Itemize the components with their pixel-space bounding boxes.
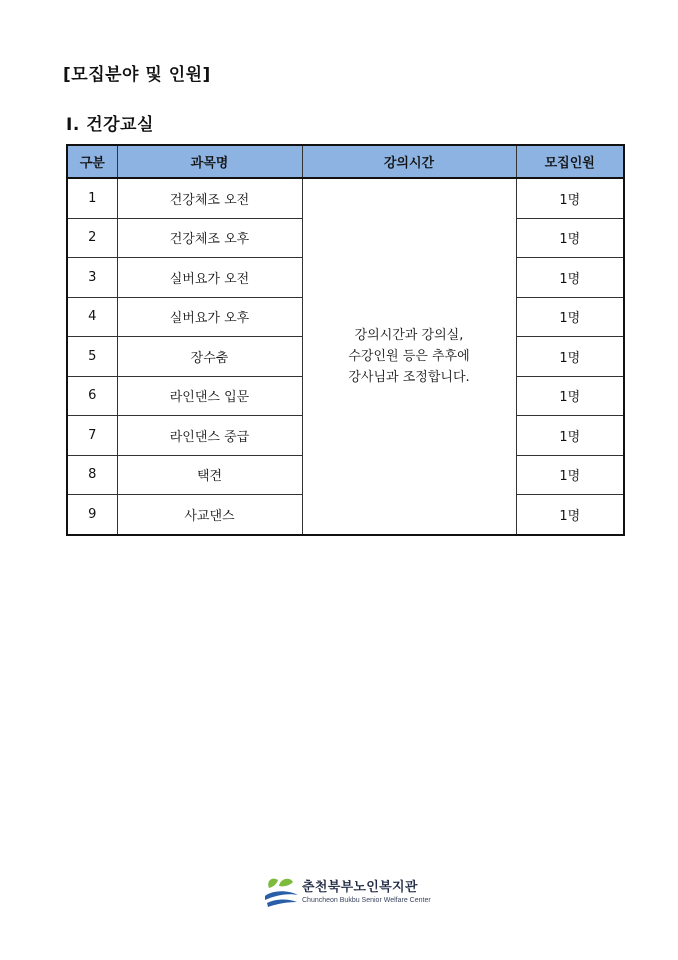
- header-recruit: 모집인원: [516, 145, 624, 178]
- row-no: 5: [67, 337, 117, 377]
- row-course: 건강체조 오전: [117, 178, 302, 218]
- row-recruit: 1명: [516, 455, 624, 495]
- table-row: [67, 178, 624, 218]
- section-title: Ⅰ. 건강교실: [66, 115, 154, 135]
- row-no: 2: [67, 218, 117, 258]
- row-recruit: 1명: [516, 337, 624, 377]
- row-course: 장수춤: [117, 337, 302, 377]
- welfare-center-logo-icon: [262, 874, 300, 910]
- row-recruit: 1명: [516, 178, 624, 218]
- row-recruit: 1명: [516, 376, 624, 416]
- row-no: 1: [67, 178, 117, 218]
- row-no: 9: [67, 495, 117, 535]
- row-recruit: 1명: [516, 218, 624, 258]
- logo-korean-name: 춘천북부노인복지관: [302, 879, 418, 895]
- row-course: 라인댄스 중급: [117, 416, 302, 456]
- row-recruit: 1명: [516, 297, 624, 337]
- table-header-row: [67, 145, 624, 178]
- row-no: 6: [67, 376, 117, 416]
- row-recruit: 1명: [516, 416, 624, 456]
- header-course: 과목명: [117, 145, 302, 178]
- row-course: 라인댄스 입문: [117, 376, 302, 416]
- row-recruit: 1명: [516, 258, 624, 298]
- row-no: 4: [67, 297, 117, 337]
- row-course: 건강체조 오후: [117, 218, 302, 258]
- schedule-note-cell: [302, 178, 516, 535]
- row-course: 택견: [117, 455, 302, 495]
- row-course: 사교댄스: [117, 495, 302, 535]
- row-no: 7: [67, 416, 117, 456]
- header-schedule: 강의시간: [302, 145, 516, 178]
- row-recruit: 1명: [516, 495, 624, 535]
- recruitment-table: [66, 144, 625, 536]
- schedule-note-line: 강사님과 조정합니다.: [348, 369, 470, 385]
- row-course: 실버요가 오후: [117, 297, 302, 337]
- row-no: 3: [67, 258, 117, 298]
- row-course: 실버요가 오전: [117, 258, 302, 298]
- schedule-note-line: 강의시간과 강의실,: [354, 327, 464, 343]
- page-heading: [모집분야 및 인원]: [63, 65, 211, 85]
- schedule-note-line: 수강인원 등은 추후에: [348, 348, 470, 364]
- header-no: 구분: [67, 145, 117, 178]
- logo-english-name: Chuncheon Bukbu Senior Welfare Center: [302, 896, 431, 904]
- row-no: 8: [67, 455, 117, 495]
- footer-logo: [262, 874, 431, 910]
